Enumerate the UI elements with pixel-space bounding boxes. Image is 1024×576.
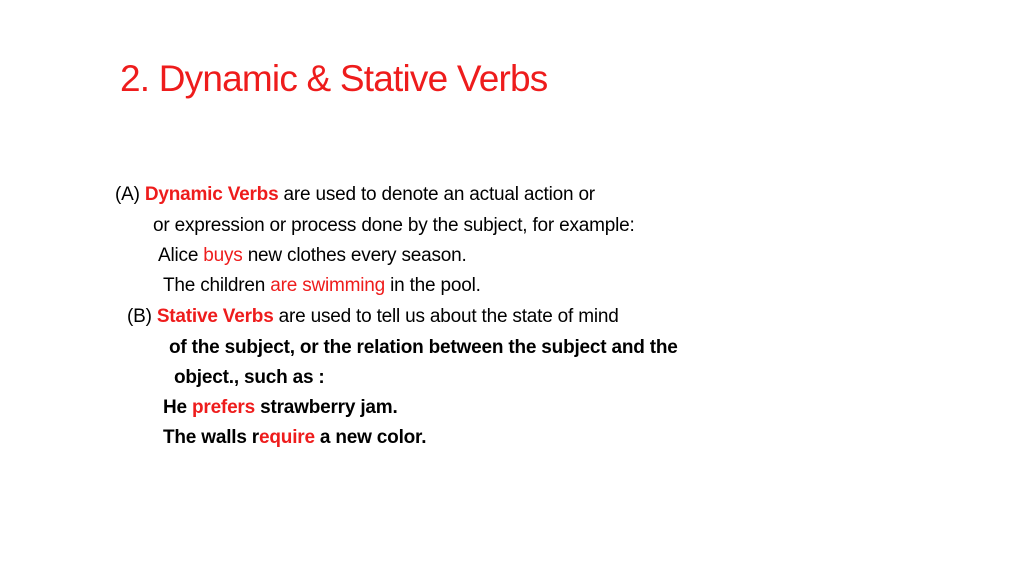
text-line-dynamic-definition: [115, 183, 595, 207]
line-text: He: [163, 397, 192, 418]
example-he-prefers: [163, 396, 398, 420]
line-text: in the pool.: [385, 275, 481, 296]
line-text: or expression or process done by the subject, for example:: [153, 215, 635, 236]
line-text: The children: [163, 275, 271, 296]
line-text: are used to denote an actual action or: [278, 184, 595, 205]
line-text: are used to tell us about the state of mind: [273, 306, 619, 327]
text-line-stative-definition: [127, 305, 619, 329]
line-text: new clothes every season.: [242, 245, 467, 266]
example-walls-require: [163, 426, 426, 450]
line-text: The walls r: [163, 427, 260, 448]
line-text: object., such as :: [174, 367, 325, 388]
verb-are-swimming: are swimming: [270, 275, 386, 296]
text-line-dynamic-continued: [153, 214, 635, 238]
text-line-stative-end: [174, 366, 325, 390]
line-text: a new color.: [314, 427, 427, 448]
term-stative-verbs: Stative Verbs: [156, 306, 274, 327]
line-text: Alice: [158, 245, 204, 266]
text-line-stative-continued: [169, 336, 678, 360]
example-children: [163, 274, 481, 298]
term-dynamic-verbs: Dynamic Verbs: [144, 184, 279, 205]
example-alice: [158, 244, 467, 268]
label-prefix: (A): [115, 184, 145, 205]
slide-title: 2. Dynamic & Stative Verbs: [120, 58, 548, 99]
verb-prefers: prefers: [191, 397, 255, 418]
verb-buys: buys: [203, 245, 243, 266]
line-text: strawberry jam.: [255, 397, 398, 418]
verb-require: equire: [259, 427, 315, 448]
line-text: of the subject, or the relation between the subject and the: [169, 337, 678, 358]
label-prefix: (B): [127, 306, 157, 327]
